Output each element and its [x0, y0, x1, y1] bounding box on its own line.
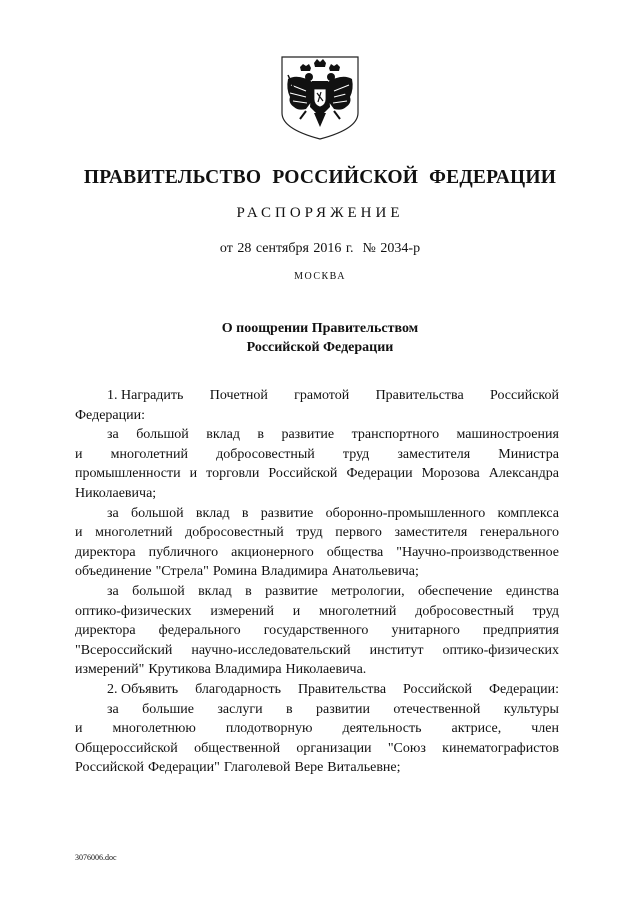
- body-word: Российской: [403, 681, 472, 697]
- body-word: Николаевича;: [75, 485, 157, 501]
- body-word: Витальевне;: [327, 760, 401, 776]
- body-word: Владимира: [261, 564, 328, 580]
- body-word: Ромина: [212, 564, 258, 580]
- body-line: [75, 582, 559, 602]
- document-subject: [0, 319, 640, 357]
- body-word: машиностроения: [456, 427, 559, 443]
- body-word: единства: [505, 583, 559, 599]
- body-word: развитие: [260, 505, 314, 521]
- body-word: за: [107, 583, 119, 599]
- body-word: Правительства: [375, 388, 464, 403]
- body-word: добросовестный: [185, 525, 284, 541]
- body-line: [75, 758, 559, 778]
- body-word: метрологии,: [331, 583, 405, 599]
- body-word: Российской: [268, 466, 338, 482]
- body-word: "Союз: [387, 740, 426, 756]
- document-number: № 2034-р: [362, 241, 421, 256]
- body-word: организации: [296, 740, 372, 756]
- body-word: вклад: [198, 583, 232, 599]
- body-word: Глаголевой: [223, 760, 291, 776]
- body-word: Общероссийской: [75, 740, 178, 756]
- body-word: Министра: [498, 446, 559, 462]
- body-word: и: [75, 446, 83, 462]
- body-line: [75, 641, 559, 661]
- body-word: Морозова: [421, 466, 480, 482]
- body-word: труд: [342, 446, 370, 462]
- document-body: [75, 386, 559, 778]
- body-word: Федерации:: [75, 407, 146, 423]
- body-word: в: [286, 701, 293, 717]
- body-line: [75, 543, 559, 563]
- body-line: [75, 739, 559, 759]
- body-word: предприятия: [482, 623, 559, 639]
- body-word: обеспечение: [417, 583, 493, 599]
- body-word: Вере: [294, 760, 324, 776]
- body-word: добросовестный: [415, 603, 514, 619]
- body-line: [75, 386, 559, 406]
- body-word: Александра: [488, 466, 559, 482]
- body-word: многолетний: [95, 525, 173, 541]
- body-word: Анатольевича;: [331, 564, 419, 580]
- body-word: актрисе,: [451, 721, 502, 737]
- body-line: [75, 523, 559, 543]
- body-word: Федерации": [148, 760, 220, 776]
- document-date-number: [0, 241, 640, 257]
- body-word: Российской: [490, 388, 559, 403]
- body-word: институт: [369, 642, 424, 658]
- body-word: федерального: [158, 623, 241, 639]
- body-word: культуры: [503, 701, 559, 717]
- body-line: [75, 660, 559, 680]
- body-word: кинематографистов: [442, 740, 559, 756]
- body-word: большие: [142, 701, 194, 717]
- body-word: оптико-физических: [75, 603, 192, 619]
- body-word: многолетнюю: [112, 721, 196, 737]
- body-word: большой: [132, 583, 185, 599]
- body-line: [75, 700, 559, 720]
- body-word: многолетний: [319, 603, 397, 619]
- document-type: РАСПОРЯЖЕНИЕ: [236, 205, 404, 221]
- body-word: общества: [326, 544, 384, 560]
- body-word: транспортного: [351, 427, 440, 443]
- body-word: директора: [75, 623, 136, 639]
- body-word: грамотой: [294, 388, 350, 403]
- subject-line: О поощрении Правительством: [221, 321, 419, 336]
- body-word: "Стрела": [155, 564, 209, 580]
- document-date: от 28 сентября 2016 г.: [219, 241, 354, 256]
- body-word: вклад: [195, 505, 230, 521]
- body-word: развитие: [265, 583, 318, 599]
- body-word: развитие: [281, 427, 335, 443]
- body-word: Федерации:: [488, 681, 559, 697]
- body-word: вклад: [206, 427, 240, 443]
- body-line: [75, 602, 559, 622]
- body-word: за: [107, 427, 119, 443]
- body-word: заместителя: [394, 525, 468, 541]
- body-word: в: [257, 427, 265, 443]
- body-word: член: [531, 721, 559, 737]
- body-line: [75, 484, 559, 504]
- body-word: 1. Наградить: [107, 388, 184, 403]
- body-word: развитии: [316, 701, 370, 717]
- body-word: большой: [136, 427, 189, 443]
- body-line: [75, 504, 559, 524]
- body-word: Российской: [75, 760, 144, 776]
- body-word: общественной: [194, 740, 281, 756]
- body-word: унитарного: [391, 623, 460, 639]
- body-word: оборонно-промышленного: [325, 505, 486, 521]
- body-line: [75, 464, 559, 484]
- body-word: заместителя: [397, 446, 471, 462]
- body-word: государственного: [263, 623, 369, 639]
- body-word: деятельность: [342, 721, 422, 737]
- body-word: Правительства: [297, 681, 387, 697]
- body-word: добросовестный: [216, 446, 315, 462]
- government-title: ПРАВИТЕЛЬСТВО РОССИЙСКОЙ ФЕДЕРАЦИИ: [83, 167, 557, 188]
- body-word: заслуги: [217, 701, 263, 717]
- body-word: и: [75, 525, 83, 541]
- body-line: [75, 719, 559, 739]
- body-word: измерений": [75, 662, 145, 678]
- file-code: 3076006.doc: [75, 853, 117, 862]
- body-word: акционерного: [231, 544, 314, 560]
- body-word: "Научно-производственное: [396, 544, 559, 560]
- body-line: [75, 680, 559, 700]
- body-word: комплекса: [497, 505, 559, 521]
- body-word: Федерации: [346, 466, 413, 482]
- body-word: публичного: [148, 544, 219, 560]
- body-word: первого: [335, 525, 382, 541]
- body-word: в: [241, 505, 249, 521]
- body-word: Николаевича.: [285, 662, 367, 678]
- body-word: Владимира: [214, 662, 282, 678]
- body-word: научно-исследовательский: [191, 642, 351, 658]
- body-word: за: [107, 505, 119, 521]
- body-line: [75, 425, 559, 445]
- body-word: промышленности: [75, 466, 181, 482]
- body-line: [75, 621, 559, 641]
- body-word: Почетной: [209, 388, 268, 403]
- body-word: 2. Объявить: [107, 681, 179, 697]
- body-word: Крутикова: [148, 662, 211, 678]
- body-word: за: [107, 701, 119, 717]
- body-word: благодарность: [195, 681, 281, 697]
- body-word: генерального: [479, 525, 559, 541]
- body-word: труд: [296, 525, 323, 541]
- body-word: большой: [131, 505, 184, 521]
- body-word: и: [189, 466, 198, 482]
- document-city: МОСКВА: [294, 271, 346, 282]
- body-word: отечественной: [393, 701, 481, 717]
- body-word: измерений: [210, 603, 274, 619]
- body-word: оптико-физических: [442, 642, 559, 658]
- body-word: торговли: [206, 466, 260, 482]
- body-word: "Всероссийский: [75, 642, 173, 658]
- body-word: и: [292, 603, 301, 619]
- subject-line: Российской Федерации: [246, 340, 394, 355]
- body-word: плодотворную: [225, 721, 313, 737]
- body-word: и: [75, 721, 83, 737]
- body-word: объединение: [75, 564, 152, 580]
- russian-coat-of-arms-icon: [276, 53, 364, 141]
- body-word: труд: [532, 603, 559, 619]
- body-line: [75, 445, 559, 465]
- body-line: [75, 406, 559, 426]
- body-word: директора: [75, 544, 136, 560]
- body-word: многолетний: [110, 446, 188, 462]
- body-line: [75, 562, 559, 582]
- body-word: в: [245, 583, 252, 599]
